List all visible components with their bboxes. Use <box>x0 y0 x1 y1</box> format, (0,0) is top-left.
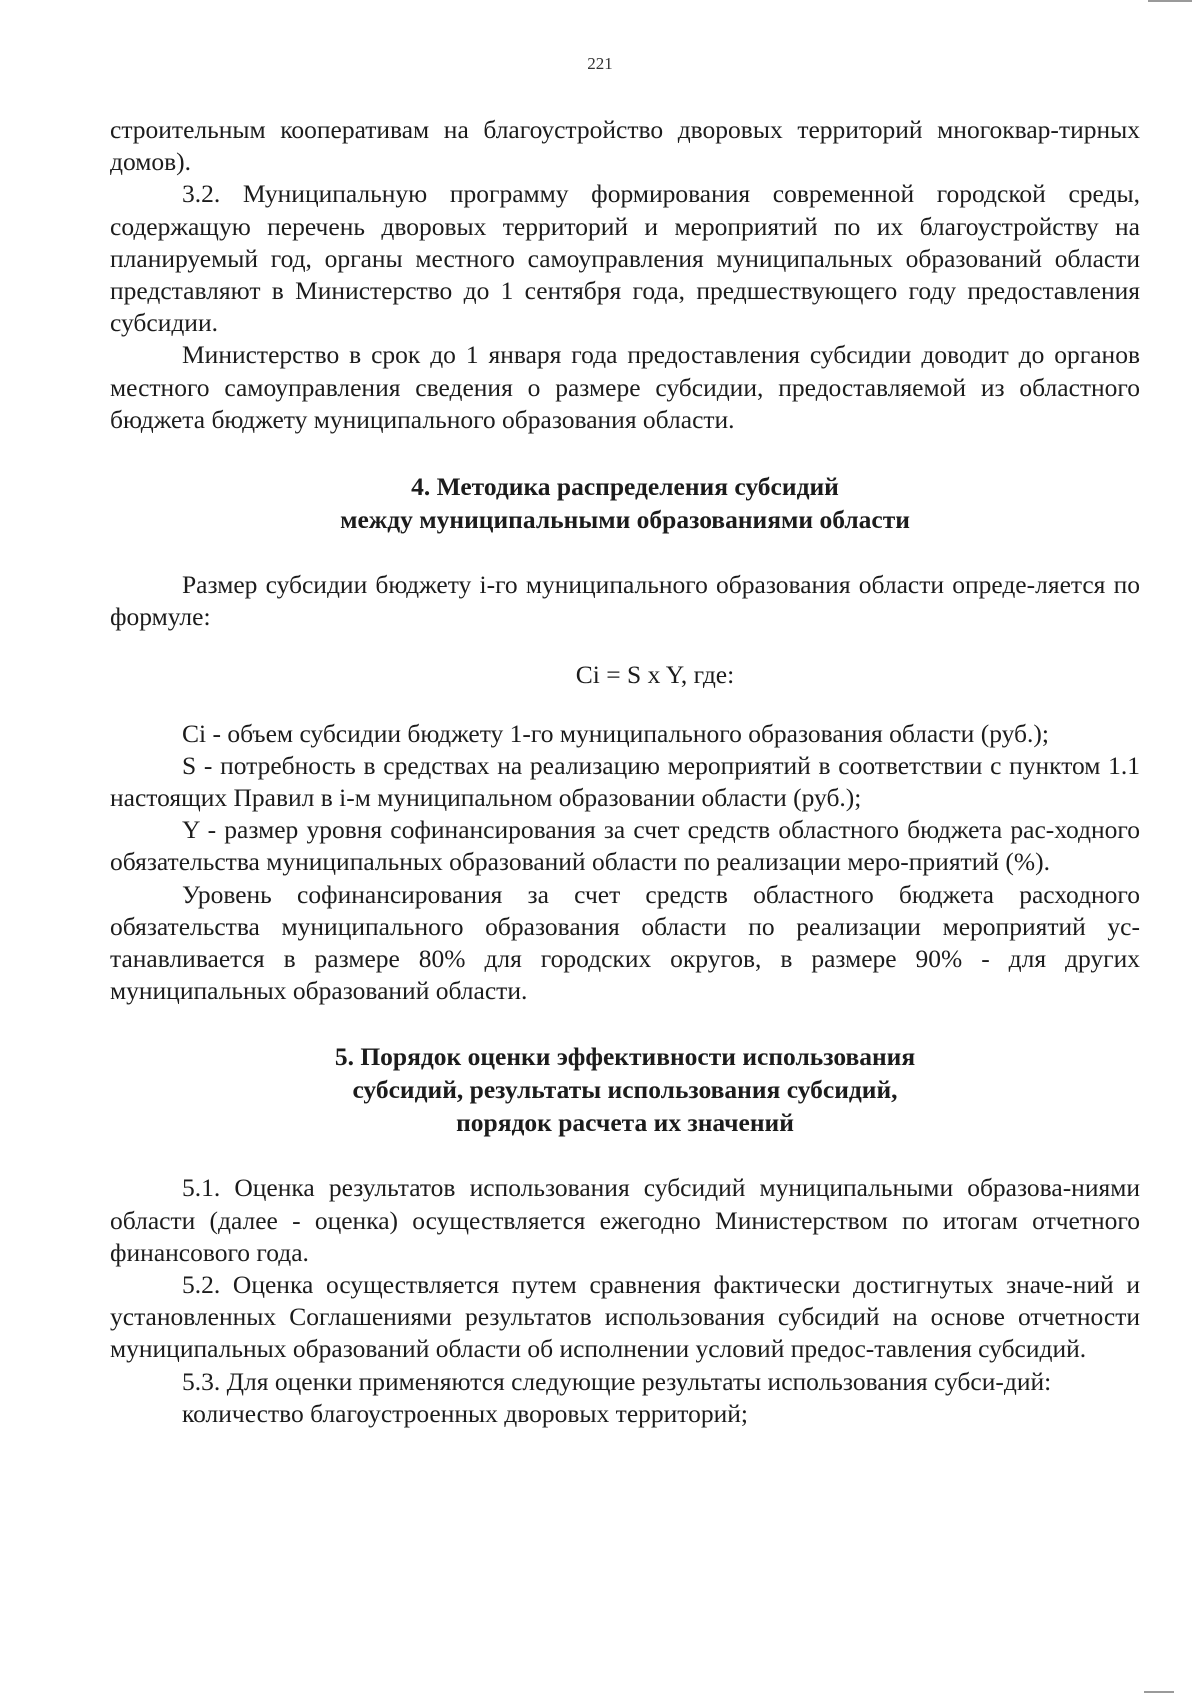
result-item-yards: количество благоустроенных дворовых территорий; <box>182 1398 748 1428</box>
section-5-title-line-3: порядок расчета их значений <box>456 1108 794 1138</box>
section-4-title-line-2: между муниципальными образованиями области <box>340 505 910 535</box>
definition-ci: Ci - объем субсидии бюджету 1-го муниципального образования области (руб.); <box>182 718 1049 748</box>
paragraph-ministry-deadline: Министерство в срок до 1 января года предоставления субсидии доводит до органов местного самоуправления сведения о размере субсидии, предоставляемой из областного бюджета бюджету муниципального образования области. <box>110 340 1140 434</box>
section-5-title-line-1: 5. Порядок оценки эффективности использования <box>334 1042 916 1072</box>
paragraph-3-2: 3.2. Муниципальную программу формирования современной городской среды, содержащую перечень дворовых территорий и мероприятий по их благоустройству на планируемый год, органы местного самоуправления муниципальных образований области представляют в Министерство до 1 сентября года, предшествующего году предоставления субсидии. <box>110 179 1140 338</box>
formula: Ci = S x Y, где: <box>575 660 735 690</box>
section-4-intro: Размер субсидии бюджету i-го муниципального образования области опреде-ляется по формуле: <box>110 570 1140 632</box>
section-4-title-line-1: 4. Методика распределения субсидий <box>411 472 839 502</box>
section-5-heading <box>110 1040 1140 1139</box>
scan-artifact-bottom <box>1144 1691 1174 1693</box>
page-number: 221 <box>587 54 613 73</box>
definition-s: S - потребность в средствах на реализацию мероприятий в соответствии с пунктом 1.1 настоящих Правил в i-м муниципальном образовании области (руб.); <box>110 750 1140 813</box>
paragraph-5-3: 5.3. Для оценки применяются следующие результаты использования субси-дий: <box>182 1366 1052 1396</box>
definition-y: Y - размер уровня софинансирования за счет средств областного бюджета рас-ходного обязательства муниципальных образований области по реализации меро-приятий (%). <box>110 815 1140 877</box>
paragraph-5-2: 5.2. Оценка осуществляется путем сравнения фактически достигнутых значе-ний и установленных Соглашениями результатов использования субсидий на основе отчетности муниципальных образований области об исполнении условий предос-тавления субсидий. <box>110 1270 1140 1364</box>
document-body <box>110 114 1140 1430</box>
section-5-title-line-2: субсидий, результаты использования субсидий, <box>352 1075 898 1105</box>
cofinancing-level: Уровень софинансирования за счет средств областного бюджета расходного обязательства муниципального образования области по реализации мероприятий ус-танавливается в размере 80% для городских округов, в размере 90% - для других муниципальных образований области. <box>110 879 1140 1006</box>
section-4-heading <box>110 470 1140 536</box>
paragraph-5-1: 5.1. Оценка результатов использования субсидий муниципальными образова-ниями области (далее - оценка) осуществляется ежегодно Министерством по итогам отчетного финансового года. <box>110 1173 1140 1267</box>
paragraph-continuation: строительным кооперативам на благоустройство дворовых территорий многоквар-тирных домов). <box>110 115 1140 177</box>
scan-artifact-top <box>1148 0 1192 2</box>
